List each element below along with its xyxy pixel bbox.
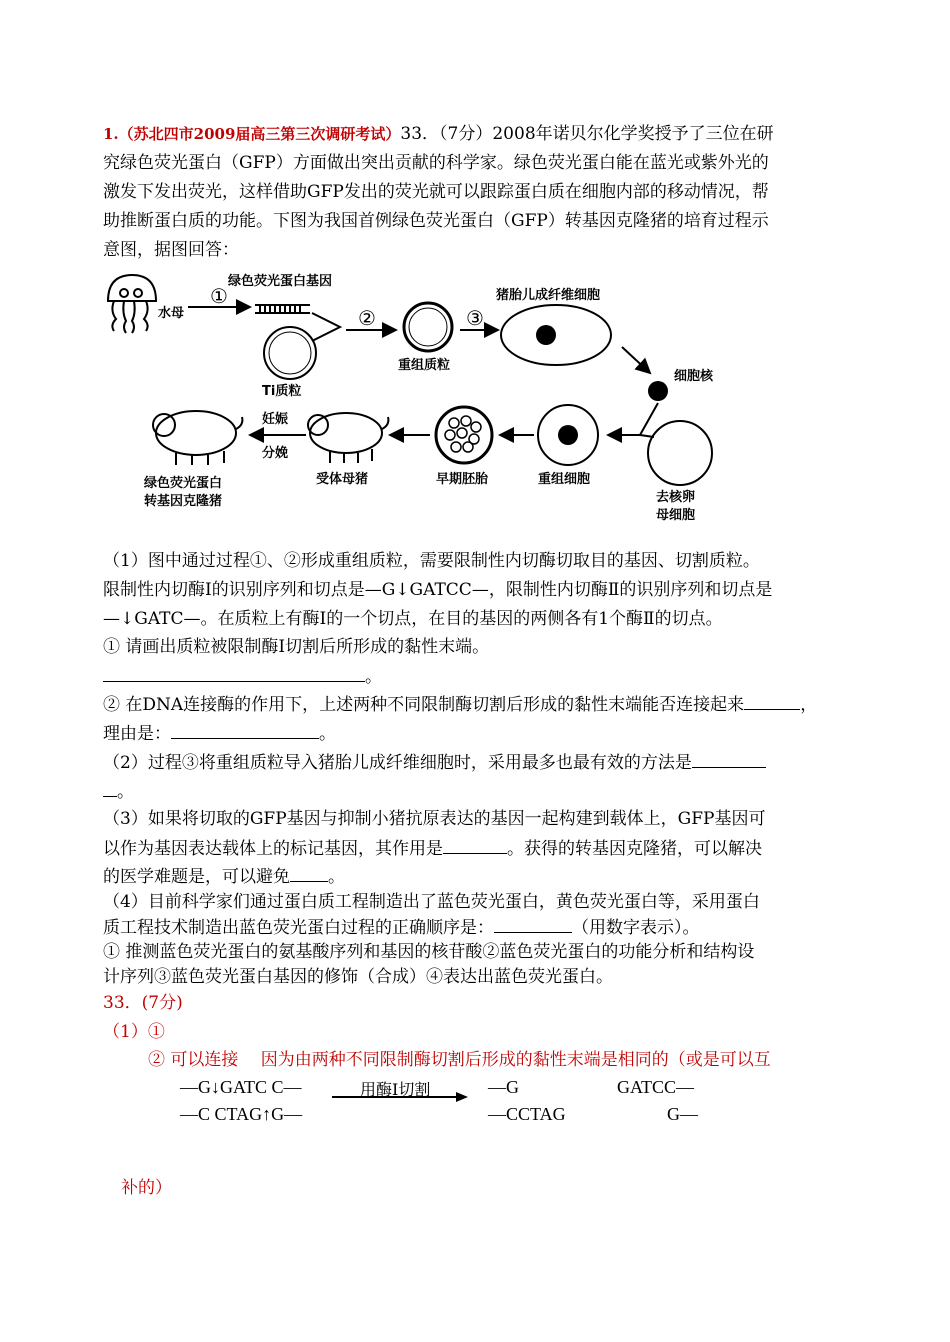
fibroblast-nucleus [536, 325, 556, 345]
seq-right-bottom-2: G— [667, 1104, 698, 1124]
ti-plasmid-label: Ti质粒 [262, 384, 302, 399]
p4-line-2: 质工程技术制造出蓝色荧光蛋白过程的正确顺序是： （用数字表示）。 [103, 918, 700, 938]
answer-part-2-end: 补的） [121, 1178, 172, 1198]
gfp-cloning-diagram [100, 265, 720, 525]
intro-line-2: 究绿色荧光蛋白（GFP）方面做出突出贡献的科学家。绿色荧光蛋白能在蓝光或紫外光的 [103, 153, 769, 173]
early-embryo-icon [436, 407, 492, 463]
enucleated-egg-label-2: 母细胞 [656, 508, 696, 523]
intro-text-1: 33．（7分）2008年诺贝尔化学奖授予了三位在研 [400, 124, 774, 144]
p4-line-3: ① 推测蓝色荧光蛋白的氨基酸序列和基因的核苷酸②蓝色荧光蛋白的功能分析和结构设 [103, 942, 755, 962]
p3-line-2: 以作为基因表达载体上的标记基因，其作用是 。获得的转基因克隆猪，可以解决 [103, 839, 762, 859]
p1-line-4: ① 请画出质粒被限制酶Ⅰ切割后所形成的黏性末端。 [103, 637, 490, 657]
p1-line-2: 限制性内切酶Ⅰ的识别序列和切点是—G↓GATCC—，限制性内切酶Ⅱ的识别序列和切点是 [103, 580, 773, 600]
p1-q1-answer-line: 。 [103, 665, 382, 688]
p3-line-1: （3）如果将切取的GFP基因与抑制小猪抗原表达的基因一起构建到载体上，GFP基因可 [103, 809, 766, 829]
p3-avoid-blank[interactable] [290, 865, 328, 882]
p1-reason-blank[interactable] [171, 722, 319, 739]
fibroblast-label: 猪胎儿成纤维细胞 [496, 288, 601, 303]
p2-line-2: 。 [103, 780, 134, 803]
recombinant-plasmid-circle [404, 303, 452, 351]
ti-plasmid-circle [264, 327, 316, 379]
recipient-sow-icon [308, 413, 388, 463]
nucleus-label: 细胞核 [674, 369, 714, 384]
recipient-sow-label: 受体母猪 [316, 472, 369, 487]
ligation-lines [312, 313, 340, 341]
intro-line-1 [103, 123, 774, 145]
clone-pig-label-2: 转基因克隆猪 [144, 494, 223, 509]
step-2-label: ② [358, 306, 376, 330]
p4-order-blank[interactable] [494, 916, 572, 933]
p2-line: （2）过程③将重组质粒导入猪胎儿成纤维细胞时，采用最多也最有效的方法是 [103, 751, 766, 774]
clone-pig-label-1: 绿色荧光蛋白 [144, 476, 223, 491]
nucleus-extract-arrow [622, 347, 650, 373]
enzyme-label: 用酶Ⅰ切割 [360, 1082, 431, 1099]
p1-q2-blank[interactable] [744, 693, 800, 710]
p1-q2-line: ② 在DNA连接酶的作用下，上述两种不同限制酶切割后形成的黏性末端能否连接起来 ， [103, 695, 818, 715]
answer-part-1: （1）① [103, 1022, 165, 1042]
pregnancy-label-2: 分娩 [262, 446, 289, 461]
answer-part-2: ② 可以连接 因为由两种不同限制酶切割后形成的黏性末端是相同的（或是可以互 [148, 1050, 771, 1070]
enucleated-egg-label-1: 去核卵 [656, 490, 696, 505]
step-3-label: ③ [466, 306, 484, 330]
p4-line-4: 计序列③蓝色荧光蛋白基因的修饰（合成）④表达出蓝色荧光蛋白。 [103, 967, 613, 987]
p2-blank[interactable] [692, 751, 766, 768]
pregnancy-label-1: 妊娠 [262, 412, 289, 427]
intro-line-5: 意图，据图回答： [103, 240, 239, 260]
p3-line-3: 的医学难题是，可以避免 。 [103, 867, 345, 887]
gfp-gene-label: 绿色荧光蛋白基因 [228, 274, 333, 289]
p1-q1-blank[interactable] [103, 665, 365, 682]
seq-right-bottom-1: —CCTAG [488, 1104, 566, 1124]
p1-line-3: —↓GATC—。在质粒上有酶Ⅰ的一个切点，在目的基因的两侧各有1个酶Ⅱ的切点。 [103, 609, 723, 629]
recombinant-plasmid-label: 重组质粒 [398, 358, 451, 373]
early-embryo-label: 早期胚胎 [436, 472, 489, 487]
recombinant-cell-label: 重组细胞 [538, 472, 591, 487]
seq-right-top-1: —G [488, 1077, 519, 1097]
jellyfish-icon [108, 275, 156, 333]
gfp-gene-segment [255, 305, 310, 313]
question-source: 1.（苏北四市2009届高三第三次调研考试） [103, 125, 401, 143]
intro-line-3: 激发下发出荧光，这样借助GFP发出的荧光就可以跟踪蛋白质在细胞内部的移动情况，帮 [103, 182, 769, 202]
recombinant-cell-nucleus [558, 425, 578, 445]
p1-line-1: （1）图中通过过程①、②形成重组质粒，需要限制性内切酶切取目的基因、切割质粒。 [103, 551, 760, 571]
p3-function-blank[interactable] [443, 837, 507, 854]
jellyfish-label: 水母 [158, 306, 185, 321]
p4-line-1: （4）目前科学家们通过蛋白质工程制造出了蓝色荧光蛋白，黄色荧光蛋白等，采用蛋白 [103, 892, 760, 912]
clone-pig-icon [153, 411, 242, 465]
seq-right-top-2: GATCC— [617, 1077, 695, 1097]
answer-header: 33．(7分) [103, 993, 183, 1013]
seq-left-top: —G↓GATC C— [180, 1077, 302, 1097]
nucleus-dot [648, 381, 668, 401]
intro-line-4: 助推断蛋白质的功能。下图为我国首例绿色荧光蛋白（GFP）转基因克隆猪的培育过程示 [103, 211, 769, 231]
cut-arrow [330, 1090, 470, 1104]
step-1-label: ① [210, 284, 228, 308]
seq-left-bottom: —C CTAG↑G— [180, 1104, 303, 1124]
enucleated-egg-cell [648, 421, 712, 485]
p1-reason-line: 理由是： 。 [103, 724, 336, 744]
